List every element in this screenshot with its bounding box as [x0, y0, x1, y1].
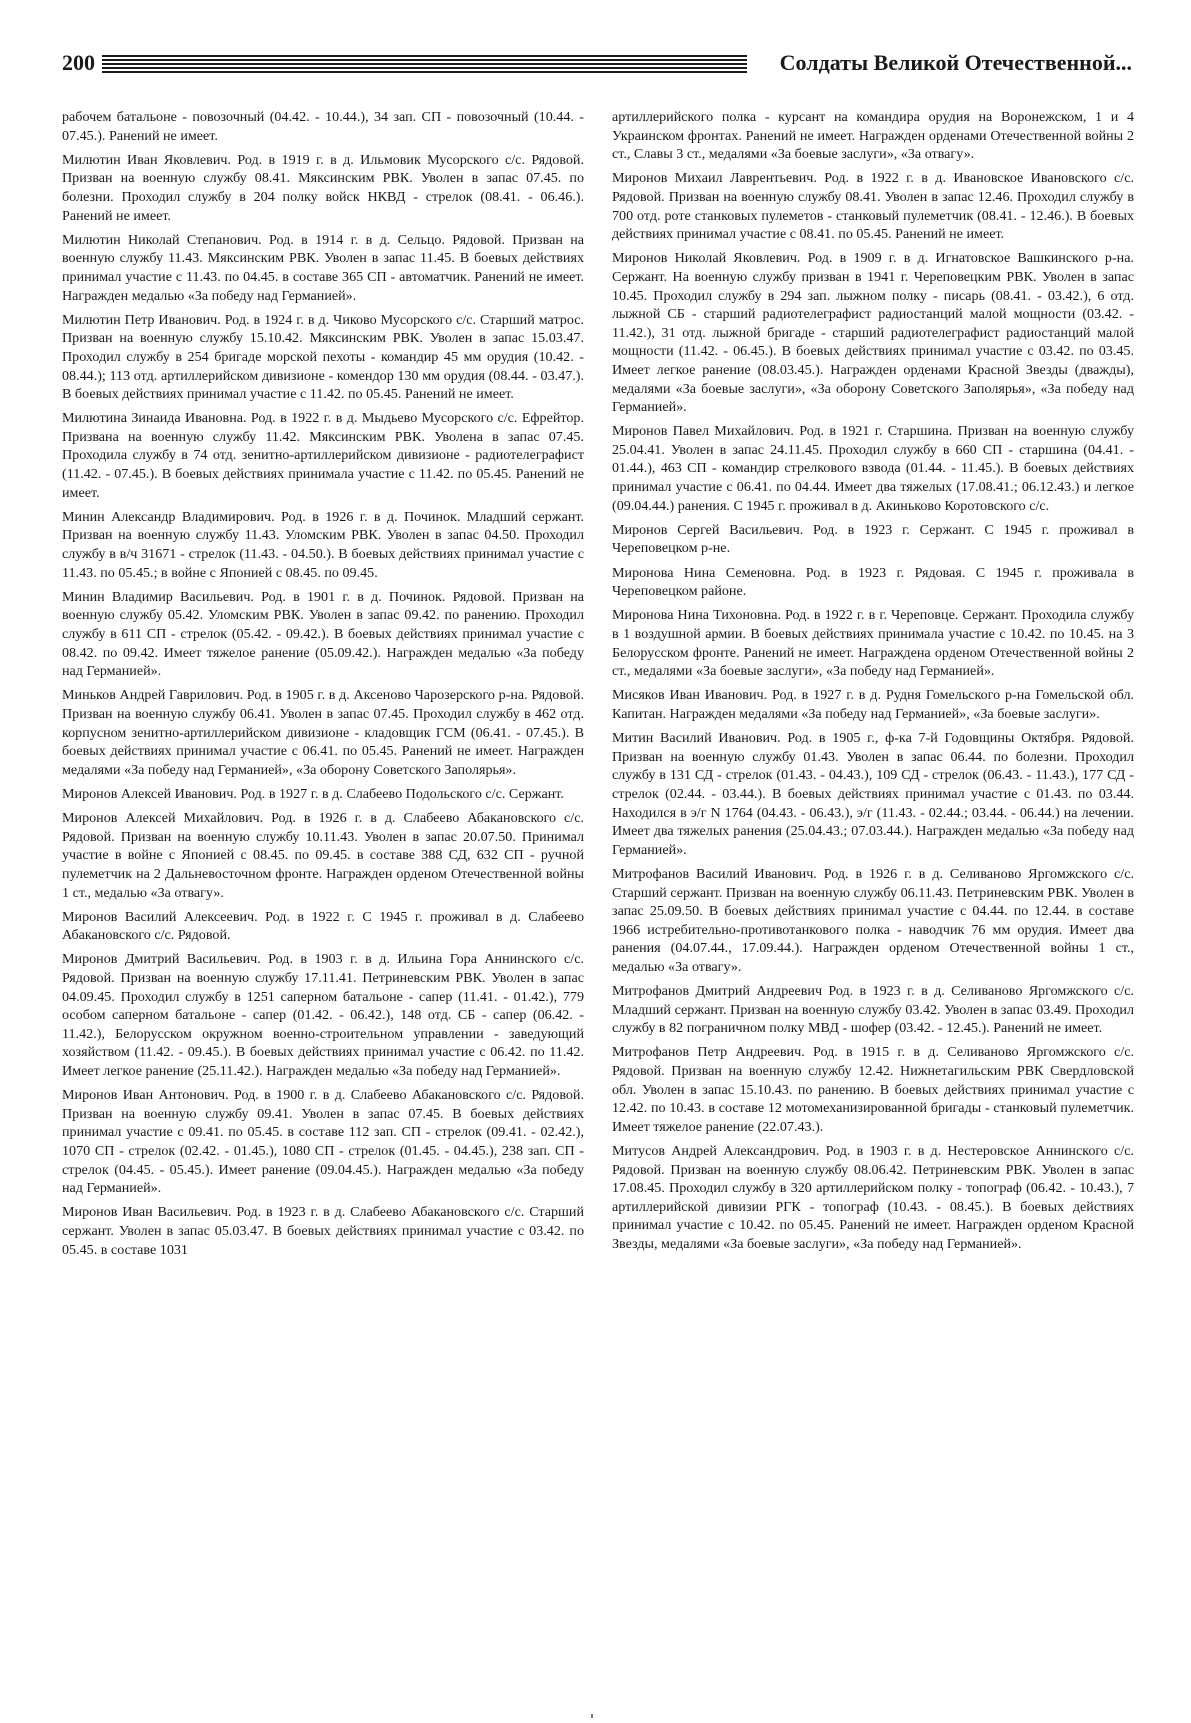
entry: Миронов Алексей Иванович. Род. в 1927 г. в д. Слабеево Подольского с/с. Сержант.: [62, 785, 564, 802]
entry: Миронов Алексей Михайлович. Род. в 1926 г. в д. Слабеево Абакановского с/с. Рядовой. Призван на военную службу 10.11.43. Уволен в запас 20.07.50. Принимал участие в войне с Японией с 08.45. по 09.45. в составе 388 СД, 632 СП - ручной пулеметчик на 2 Дальневосточном фронте. Награжден орденом Отечественной войны 1 ст., медалью «За отвагу».: [62, 810, 584, 901]
footer-mark: [591, 1714, 593, 1718]
entry: Миронов Михаил Лаврентьевич. Род. в 1922 г. в д. Ивановское Ивановского с/с. Рядовой. Призван на военную службу 08.41. Уволен в запас 12.46. Проходил службу в 700 отд. роте станковых пулеметов - станковый пулеметчик (08.41. - 12.46.). В боевых действиях принимал участие с 08.41. по 05.45. Ранений не имеет.: [612, 170, 1134, 243]
entry: Миньков Андрей Гаврилович. Род. в 1905 г. в д. Аксеново Чарозерского р-на. Рядовой. Призван на военную службу 06.41. Уволен в запас 07.45. Проходил службу в 462 отд. корпусном зенитно-артиллерийском дивизионе - кладовщик ГСМ (06.41. - 07.45.). В боевых действиях принимал участие с 06.41. по 05.45. Ранений не имеет. Награжден медалями «За победу над Германией», «За оборону Советского Заполярья».: [62, 687, 584, 778]
entry: Мисяков Иван Иванович. Род. в 1927 г. в д. Рудня Гомельского р-на Гомельской обл. Капитан. Награжден медалями «За победу над Германией», «За боевые заслуги».: [612, 687, 1134, 722]
entry: Милютин Иван Яковлевич. Род. в 1919 г. в д. Ильмовик Мусорского с/с. Рядовой. Призван на военную службу 08.41. Мяксинским РВК. Уволен в запас 07.45. по болезни. Проходил службу в 204 полку войск НКВД - стрелок (08.41. - 06.46.). Ранений не имеет.: [62, 151, 584, 224]
entry: Миронова Нина Семеновна. Род. в 1923 г. Рядовая. С 1945 г. проживала в Череповецком районе.: [612, 564, 1134, 600]
header-rule: [102, 55, 747, 73]
entry: Милютин Николай Степанович. Род. в 1914 г. в д. Сельцо. Рядовой. Призван на военную службу 11.43. Мяксинским РВК. Уволен в запас 11.45. В боевых действиях принимал участие с 11.43. по 04.45. в составе 365 СП - автоматчик. Ранений не имеет. Награжден медалью «За победу над Германией».: [62, 231, 584, 304]
entry: Милютина Зинаида Ивановна. Род. в 1922 г. в д. Мыдьево Мусорского с/с. Ефрейтор. Призвана на военную службу 11.42. Мяксинским РВК. Уволена в запас 07.45. Проходила службу в 74 отд. зенитно-артиллерийском дивизионе - радиотелеграфист (11.42. - 07.45.). В боевых действиях принимала участие с 11.42. по 05.45. Ранений не имеет.: [62, 410, 584, 501]
entry: Митрофанов Дмитрий Андреевич Род. в 1923 г. в д. Селиваново Яргомжского с/с. Младший сержант. Призван на военную службу 03.42. Уволен в запас 03.49. Проходил службу в 82 пограничном полку МВД - шофер (03.42. - 12.45.). Ранений не имеет.: [612, 983, 1134, 1037]
entry: Минин Александр Владимирович. Род. в 1926 г. в д. Починок. Младший сержант. Призван на военную службу 11.43. Уломским РВК. Уволен в запас 04.50. Проходил службу в в/ч 31671 - стрелок (11.43. - 04.50.). В боевых действиях принимал участие с 11.43. по 05.45.; в войне с Японией с 08.45. по 09.45.: [62, 508, 584, 581]
left-column: [62, 108, 584, 1265]
page-header: [62, 48, 1132, 82]
entry: Митрофанов Василий Иванович. Род. в 1926 г. в д. Селиваново Яргомжского с/с. Старший сержант. Призван на военную службу 06.11.43. Петриневским РВК. Уволен в запас 25.09.50. В боевых действиях принимал участие с 04.44. по 12.44. в составе 1966 истребительно-противотанкового полка - наводчик 76 мм орудия. Имеет два ранения (04.07.44., 17.09.44.). Награжден орденом Отечественной войны 1 ст., медалью «За отвагу».: [612, 865, 1134, 975]
entry: Митрофанов Петр Андреевич. Род. в 1915 г. в д. Селиваново Яргомжского с/с. Рядовой. Призван на военную службу 12.42. Нижнетагильским РВК Свердловской обл. Уволен в запас 15.10.43. по ранению. В боевых действиях принимал участие с 12.42. по 10.43. в составе 12 мотомеханизированной бригады - станковый пулеметчик. Имеет тяжелое ранение (22.07.43.).: [612, 1044, 1134, 1135]
entry: Миронов Николай Яковлевич. Род. в 1909 г. в д. Игнатовское Вашкинского р-на. Сержант. На военную службу призван в 1941 г. Череповецким РВК. Уволен в запас 10.45. Проходил службу в 294 зап. лыжном полку - писарь (08.41. - 03.42.), 6 отд. лыжной СБ - старший радиотелеграфист радиостанций малой мощности (03.42. - 11.42.), 31 отд. лыжной бригаде - старший радиотелеграфист радиостанций малой мощности (11.42. - 06.45.). В боевых действиях принимал участие с 03.42. по 03.45. Имеет легкое ранение (08.03.45.). Награжден орденами Красной Звезды (дважды), медалями «За боевые заслуги», «За оборону Советского Заполярья», «За победу над Германией».: [612, 250, 1134, 416]
entry: Миронов Иван Васильевич. Род. в 1923 г. в д. Слабеево Абакановского с/с. Старший сержант. Уволен в запас 05.03.47. В боевых действиях принимал участие с 03.42. по 05.45. в составе 1031: [62, 1204, 584, 1258]
entry: артиллерийского полка - курсант на командира орудия на Воронежском, 1 и 4 Украинском фронтах. Ранений не имеет. Награжден орденами Отечественной войны 2 ст., Славы 3 ст., медалями «За боевые заслуги», «За отвагу».: [612, 109, 1134, 163]
entry: Митин Василий Иванович. Род. в 1905 г., ф-ка 7-й Годовщины Октября. Рядовой. Призван на военную службу 01.43. Уволен в запас 06.44. по болезни. Проходил службу в 131 СД - стрелок (01.43. - 04.43.), 109 СД - стрелок (06.43. - 11.43.), 177 СД - стрелок (02.44. - 03.44.). В боевых действиях принимал участие с 01.43. по 03.44. Находился в э/г N 1764 (04.43. - 06.43.), э/г (11.43. - 02.44.; 03.44. - 06.44.) на лечении. Имеет два тяжелых ранения (25.04.43.; 07.03.44.). Награжден медалью «За победу над Германией».: [612, 730, 1134, 858]
entry: Миронов Иван Антонович. Род. в 1900 г. в д. Слабеево Абакановского с/с. Рядовой. Призван на военную службу 09.41. Уволен в запас 07.45. В боевых действиях принимал участие с 09.41. по 05.45. в составе 112 зап. СП - стрелок (09.41. - 02.42.), 1070 СП - стрелок (02.42. - 01.45.), 1080 СП - стрелок (01.45. - 04.45.), 238 зап. СП - стрелок (04.45. - 05.45.). Имеет ранение (09.04.45.). Награжден медалью «За победу над Германией».: [62, 1087, 584, 1197]
entry: Миронов Сергей Васильевич. Род. в 1923 г. Сержант. С 1945 г. проживал в Череповецком р-не.: [612, 521, 1134, 557]
right-column: [612, 108, 1134, 1259]
entry: Миронов Павел Михайлович. Род. в 1921 г. Старшина. Призван на военную службу 25.04.41. Уволен в запас 24.11.45. Проходил службу в 660 СП - старшина (04.41. - 01.44.), 463 СП - командир стрелкового взвода (01.44. - 11.45.). В боевых действиях принимал участие с 06.41. по 04.44. Имеет два тяжелых (17.08.41.; 06.12.43.) и легкое (09.04.44.) ранения. С 1945 г. проживал в д. Акиньково Коротовского с/с.: [612, 423, 1134, 514]
entry: Митусов Андрей Александрович. Род. в 1903 г. в д. Нестеровское Аннинского с/с. Рядовой. Призван на военную службу 08.06.42. Петриневским РВК. Уволен в запас 17.08.45. Проходил службу в 320 артиллерийском полку - топограф (06.42. - 10.43.), 7 артиллерийской дивизии РГК - топограф (10.43. - 08.45.). В боевых действиях принимал участие с 10.42. по 05.45. Ранений не имеет. Награжден орденом Красной Звезды, медалями «За боевые заслуги», «За победу над Германией».: [612, 1143, 1134, 1252]
running-title: Солдаты Великой Отечественной...: [779, 50, 1132, 75]
entry: Миронова Нина Тихоновна. Род. в 1922 г. в г. Череповце. Сержант. Проходила службу в 1 воздушной армии. В боевых действиях принимала участие с 10.42. по 10.45. на 3 Белорусском фронте. Ранений не имеет. Награждена орденом Отечественной войны 2 ст., медалями «За боевые заслуги», «За победу над Германией».: [612, 607, 1134, 680]
page-number: 200: [62, 50, 95, 75]
entry: Минин Владимир Васильевич. Род. в 1901 г. в д. Починок. Рядовой. Призван на военную службу 05.42. Уломским РВК. Уволен в запас 09.42. по ранению. Проходил службу в 611 СП - стрелок (05.42. - 09.42.). В боевых действиях принимал участие с 08.42. по 09.42. Имеет тяжелое ранение (05.09.42.). Награжден медалью «За победу над Германией».: [62, 588, 584, 680]
entry: Милютин Петр Иванович. Род. в 1924 г. в д. Чиково Мусорского с/с. Старший матрос. Призван на военную службу 15.10.42. Мяксинским РВК. Уволен в запас 15.03.47. Проходил службу в 254 бригаде морской пехоты - командир 45 мм орудия (10.42. - 08.44.); 113 отд. артиллерийском дивизионе - комендор 130 мм орудия (08.44. - 03.47.). В боевых действиях принимал участие с 11.42. по 05.45. Ранений не имеет.: [62, 311, 584, 403]
entry: Миронов Василий Алексеевич. Род. в 1922 г. С 1945 г. проживал в д. Слабеево Абакановского с/с. Рядовой.: [62, 908, 584, 944]
entry: Миронов Дмитрий Васильевич. Род. в 1903 г. в д. Ильина Гора Аннинского с/с. Рядовой. Призван на военную службу 17.11.41. Петриневским РВК. Уволен в запас 04.09.45. Проходил службу в 1251 саперном батальоне - сапер (11.41. - 01.42.), 779 особом саперном батальоне - сапер (01.42. - 06.42.), 148 отд. СБ - сапер (06.42. - 11.42.), Белорусском окружном военно-строительном управлении - заведующий хозяйством (11.42. - 09.45.). В боевых действиях принимал участие с 06.42. по 11.42. Имеет легкое ранение (25.11.42.). Награжден медалью «За победу над Германией».: [62, 951, 584, 1080]
entry: рабочем батальоне - повозочный (04.42. - 10.44.), 34 зап. СП - повозочный (10.44. - 07.45.). Ранений не имеет.: [62, 109, 584, 144]
